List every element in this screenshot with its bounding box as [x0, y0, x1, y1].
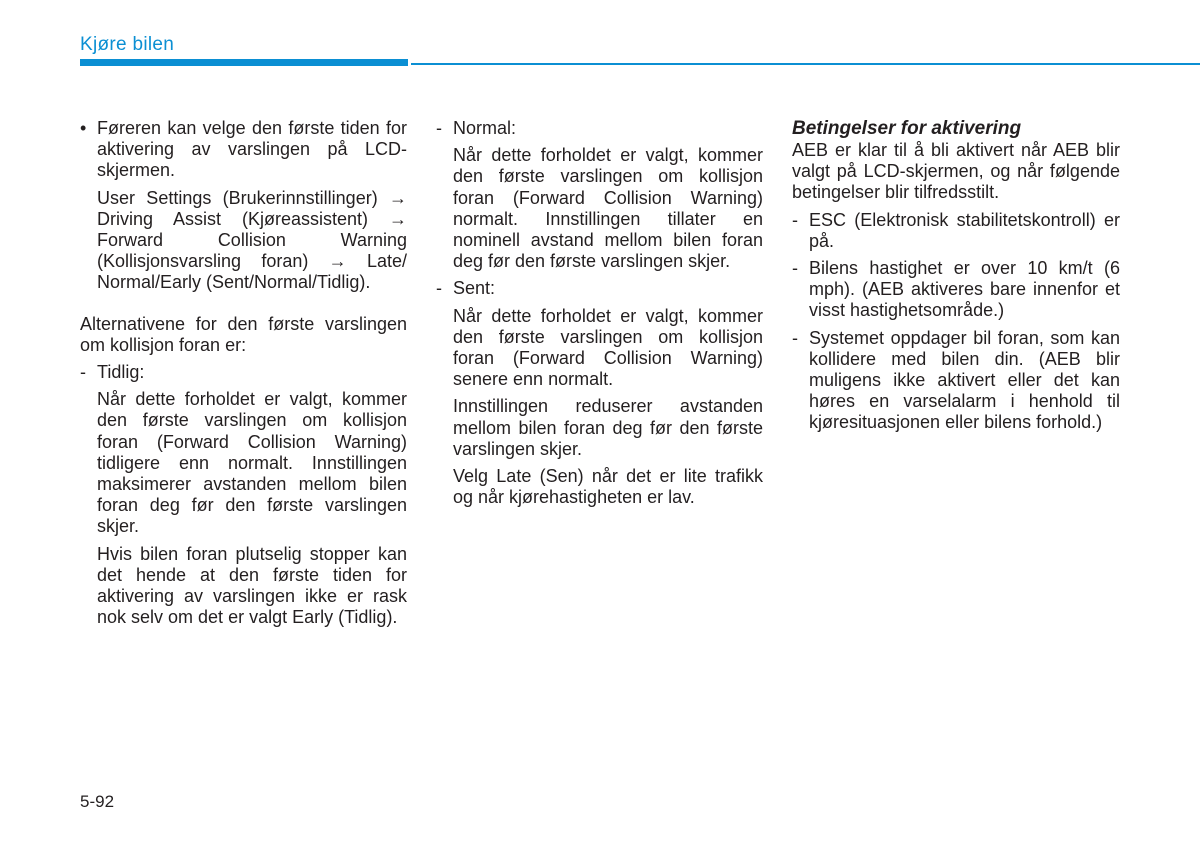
bullet-item [80, 118, 407, 182]
condition-text: ESC (Elektronisk stabilitetskontroll) er på. [809, 209, 1120, 251]
bullet-marker: • [80, 118, 87, 138]
column-right [792, 118, 1120, 434]
dash-marker: - [436, 118, 442, 138]
dash-marker: - [792, 258, 798, 279]
dash-marker: - [792, 209, 798, 230]
condition-item [792, 210, 1120, 252]
option-late-distance: Innstillingen reduserer avstanden mellom bilen foran deg før den første varslingen skjer. [453, 396, 763, 459]
settings-path: User Settings (Brukerinnstillinger) → Driving Assist (Kjøreassistent) → Forward Collision Warning (Kollisjonsvarsling foran) → Late/ Normal/Early (Sent/Normal/Tidlig). [97, 187, 407, 293]
option-normal [436, 118, 763, 139]
option-late-description: Når dette forholdet er valgt, kommer den første varslingen om kollisjon foran (Forward Collision Warning) senere enn normalt. [453, 305, 763, 390]
options-intro: Alternativene for den første varslingen om kollisjon foran er: [80, 313, 407, 355]
dash-marker: - [80, 362, 86, 383]
option-early-description: Når dette forholdet er valgt, kommer den første varslingen om kollisjon foran (Forward Collision Warning) tidligere enn normalt. Innstillingen maksimerer avstanden mellom bilen foran deg før den første varslingen skjer. [97, 389, 407, 537]
option-normal-label: Normal: [453, 118, 517, 138]
column-middle [436, 118, 763, 508]
bullet-text: Føreren kan velge den første tiden for aktivering av varslingen på LCD-skjermen. [97, 118, 407, 181]
page-number: 5-92 [80, 792, 115, 811]
dash-marker: - [436, 278, 442, 299]
option-early-note: Hvis bilen foran plutselig stopper kan det hende at den første tiden for aktivering av varslingen ikke er rask nok selv om det er valgt Early (Tidlig). [97, 543, 407, 628]
dash-marker: - [792, 327, 798, 348]
option-early-label: Tidlig: [97, 362, 145, 383]
conditions-intro: AEB er klar til å bli aktivert når AEB blir valgt på LCD-skjermen, og når følgende betingelser blir tilfredsstilt. [792, 140, 1120, 203]
option-late [436, 278, 763, 299]
option-early [80, 362, 407, 383]
condition-item [792, 258, 1120, 322]
option-normal-description: Når dette forholdet er valgt, kommer den første varslingen om kollisjon foran (Forward Collision Warning) normalt. Innstillingen tillater en nominell avstand mellom bilen foran deg før den første varslingen skjer. [453, 145, 763, 272]
header-rule-thick [80, 59, 408, 66]
column-left [80, 118, 407, 628]
option-late-advice: Velg Late (Sen) når det er lite trafikk og når kjørehastigheten er lav. [453, 466, 763, 508]
option-late-label: Sent: [453, 278, 496, 299]
header-rule-thin [411, 63, 1200, 65]
condition-text: Systemet oppdager bil foran, som kan kollidere med bilen din. (AEB blir muligens ikke aktivert eller det kan høres en varselalarm i henhold til kjøresituasjonen eller bilens forhold.) [809, 327, 1120, 433]
conditions-heading: Betingelser for aktivering [792, 118, 1022, 139]
condition-item [792, 328, 1120, 434]
section-title: Kjøre bilen [80, 34, 175, 55]
condition-text: Bilens hastighet er over 10 km/t (6 mph). (AEB aktiveres bare innenfor et visst hastighetsområde.) [809, 258, 1120, 321]
